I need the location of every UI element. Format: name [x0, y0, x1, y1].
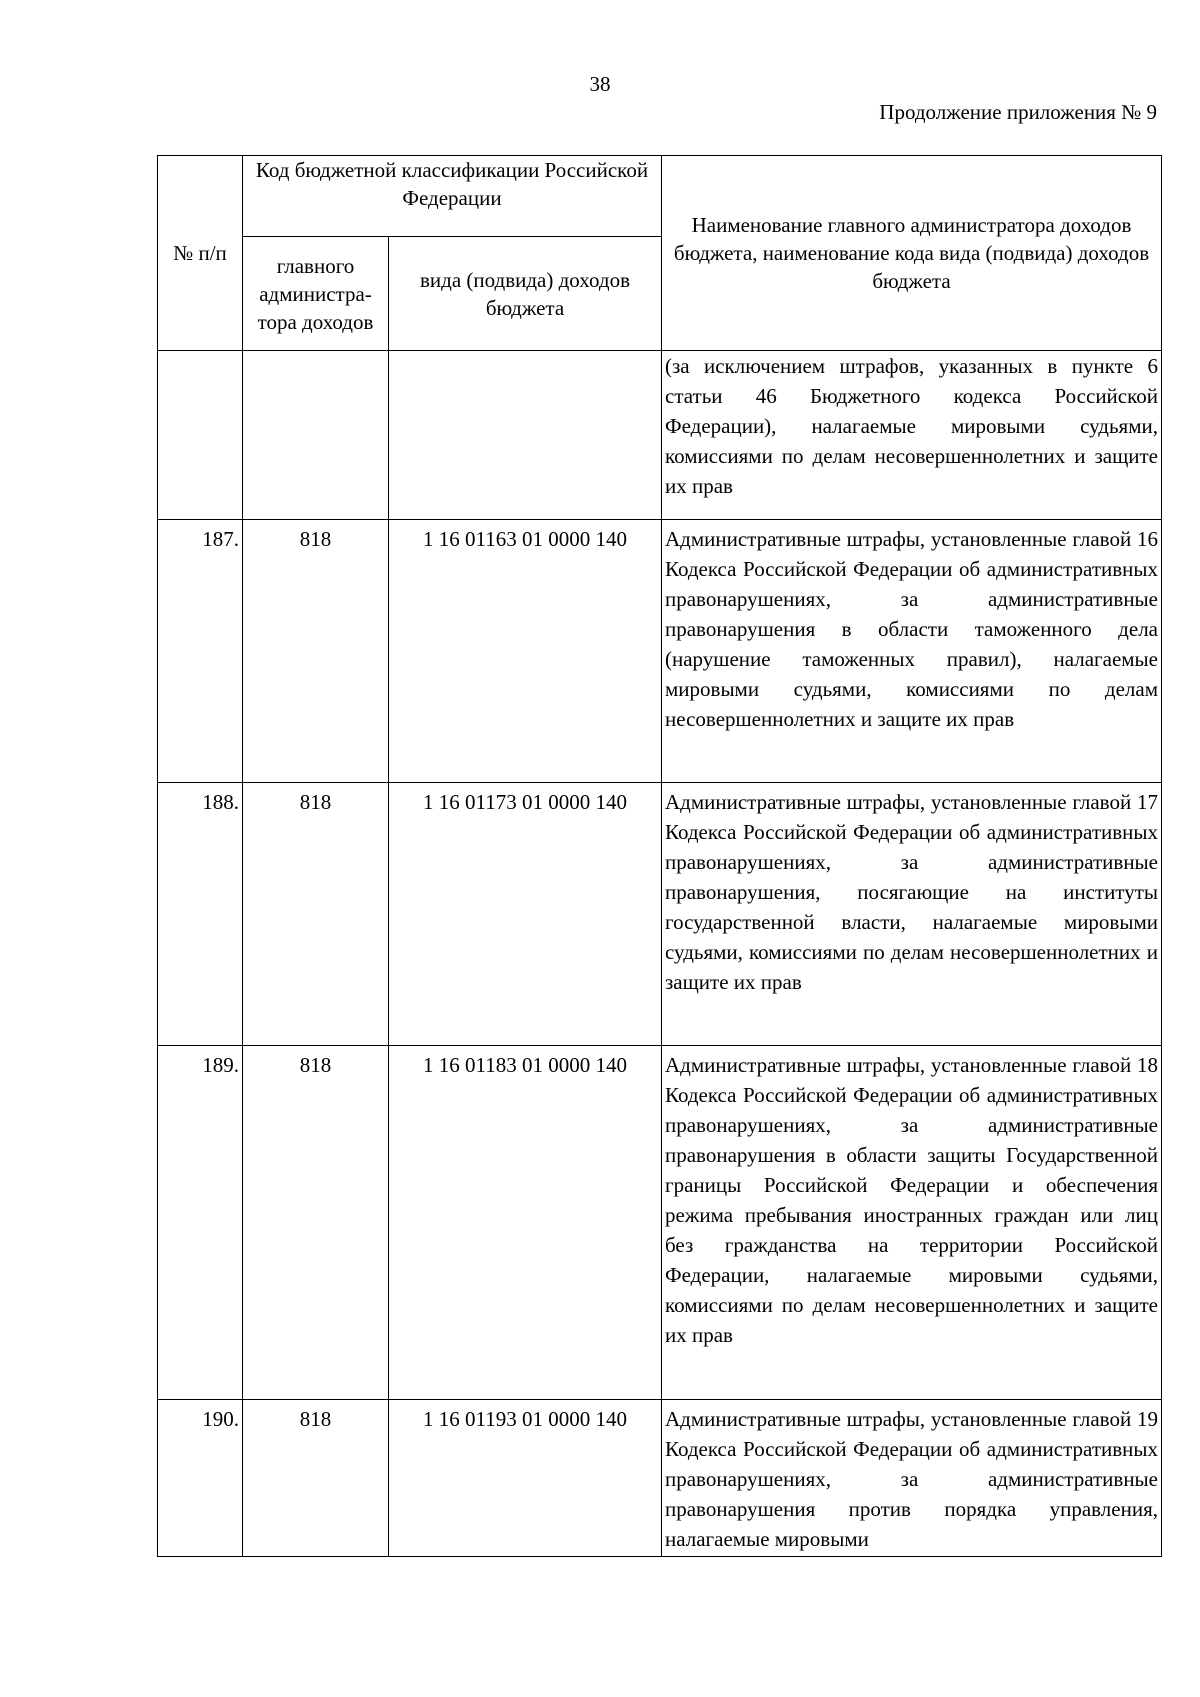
row-description: Административные штрафы, установленные главой 19 Кодекса Российской Федерации об административных правонарушениях, за административные правонарушения против порядка управления, налагаемые мировыми — [662, 1400, 1162, 1557]
table-row — [158, 1046, 1162, 1400]
header-name: Наименование главного администратора доходов бюджета, наименование кода вида (подвида) доходов бюджета — [662, 156, 1162, 351]
header-admin: главного администра-тора доходов — [243, 237, 389, 351]
row-admin-code: 818 — [243, 1046, 389, 1400]
row-number: 187. — [158, 520, 243, 783]
continuation-title: Продолжение приложения № 9 — [879, 100, 1157, 124]
row-number — [158, 351, 243, 520]
row-admin-code: 818 — [243, 783, 389, 1046]
row-income-code — [389, 351, 662, 520]
table-row — [158, 783, 1162, 1046]
row-number: 189. — [158, 1046, 243, 1400]
row-income-code: 1 16 01163 01 0000 140 — [389, 520, 662, 783]
row-description: Административные штрафы, установленные главой 17 Кодекса Российской Федерации об административных правонарушениях, за административные правонарушения, посягающие на институты государственной власти, налагаемые мировыми судьями, комиссиями по делам несовершеннолетних и защите их прав — [662, 783, 1162, 1046]
table-body — [158, 351, 1162, 1557]
row-income-code: 1 16 01183 01 0000 140 — [389, 1046, 662, 1400]
row-income-code: 1 16 01193 01 0000 140 — [389, 1400, 662, 1557]
row-description: Административные штрафы, установленные главой 18 Кодекса Российской Федерации об административных правонарушениях, за административные правонарушения в области защиты Государственной границы Российской Федерации и обеспечения режима пребывания иностранных граждан или лиц без гражданства на территории Российской Федерации, налагаемые мировыми судьями, комиссиями по делам несовершеннолетних и защите их прав — [662, 1046, 1162, 1400]
header-code-group: Код бюджетной классификации Российской Федерации — [243, 156, 662, 237]
table-row — [158, 520, 1162, 783]
budget-classification-table — [157, 155, 1162, 1557]
row-description: Административные штрафы, установленные главой 16 Кодекса Российской Федерации об административных правонарушениях, за административные правонарушения в области таможенного дела (нарушение таможенных правил), налагаемые мировыми судьями, комиссиями по делам несовершеннолетних и защите их прав — [662, 520, 1162, 783]
row-description: (за исключением штрафов, указанных в пункте 6 статьи 46 Бюджетного кодекса Российской Федерации), налагаемые мировыми судьями, комиссиями по делам несовершеннолетних и защите их прав — [662, 351, 1162, 520]
header-code: вида (подвида) доходов бюджета — [389, 237, 662, 351]
row-number: 188. — [158, 783, 243, 1046]
row-number: 190. — [158, 1400, 243, 1557]
table-header — [158, 156, 1162, 351]
header-num: № п/п — [158, 156, 243, 351]
row-income-code: 1 16 01173 01 0000 140 — [389, 783, 662, 1046]
row-admin-code — [243, 351, 389, 520]
table-row — [158, 1400, 1162, 1557]
page-number: 38 — [589, 72, 611, 96]
row-admin-code: 818 — [243, 520, 389, 783]
table-row — [158, 351, 1162, 520]
row-admin-code: 818 — [243, 1400, 389, 1557]
